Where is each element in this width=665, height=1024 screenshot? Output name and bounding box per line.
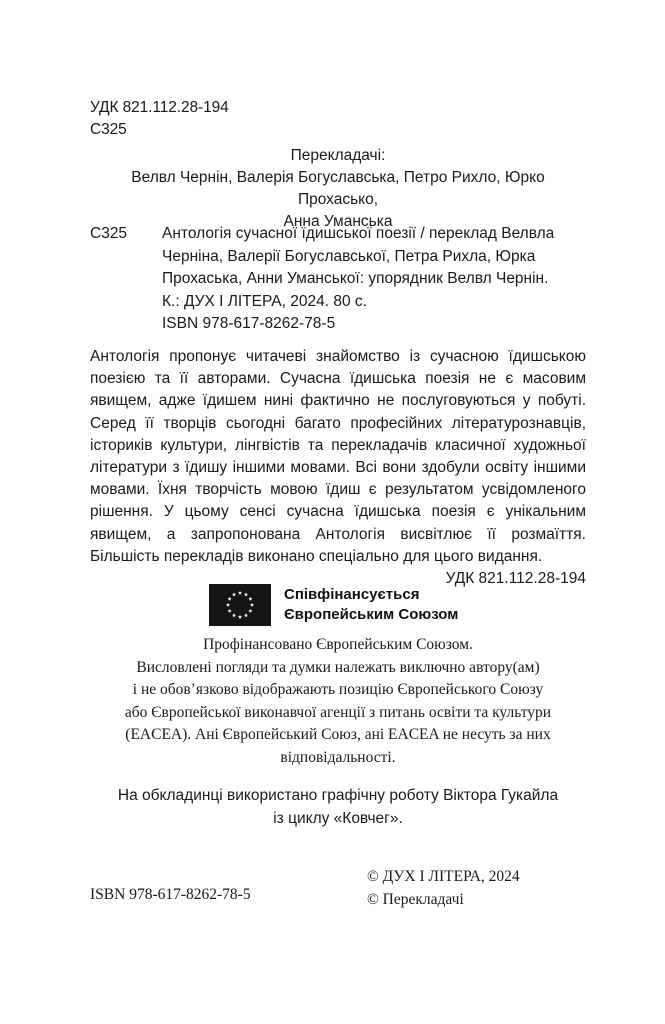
eu-star-icon: [248, 609, 252, 613]
catalog-entry-code: С325: [90, 225, 128, 242]
funding-disclaimer: [80, 634, 596, 769]
copyright-translators: © Перекладачі: [367, 891, 464, 908]
catalog-line: Прохаська, Анни Уманської: упорядник Велвл Чернін.: [162, 270, 549, 288]
disclaimer-line: (EACEA). Ані Європейський Союз, ані EACEA не несуть за них: [125, 726, 551, 743]
udk-header: [90, 97, 229, 141]
eu-star-icon: [248, 597, 252, 601]
eu-star-icon: [244, 613, 248, 617]
catalog-entry: [90, 223, 586, 336]
footer-isbn: ISBN 978-617-8262-78-5: [90, 886, 251, 903]
cover-note-line-1: На обкладинці використано графічну роботу Віктора Гукайла: [117, 787, 559, 804]
disclaimer-line: або Європейської виконавчої агенції з питань освіти та культури: [124, 703, 552, 721]
disclaimer-line: і не обов’язково відображають позицію Європейського Союзу: [132, 681, 544, 698]
eu-star-icon: [238, 615, 242, 619]
eu-star-icon: [226, 603, 230, 607]
eu-star-icon: [228, 609, 232, 613]
eu-stars-icon: [209, 584, 271, 626]
cover-note: [80, 785, 596, 830]
copyright-block: [367, 865, 520, 911]
abstract-text: Антологія пропонує читачеві знайомство із сучасною їдишською поезією та її авторами. Сучасна їдишська поезія не є масовим явищем, адже їдишем нині фактично не послуговуються у побуті. Серед її творців сьогодні багато професійних літературознавців, істориків культури, лінгвістів та перекладачів класичної художньої літератури з їдишу іншими мовами. Всі вони здобули освіту іншими мовами. Їхня творчість мовою їдиш є результатом усвідомленого рішення. У цьому сенсі сучасна їдишська поезія є унікальним явищем, а запропонована Антологія висвітлює її розмаїття. Більшість перекладів виконано спеціально для цього видання.: [90, 348, 586, 565]
eu-star-icon: [238, 591, 242, 595]
disclaimer-line: Профінансовано Європейським Союзом.: [203, 636, 473, 653]
catalog-code: С325: [90, 121, 127, 138]
eu-star-icon: [232, 592, 236, 596]
catalog-line: К.: ДУХ І ЛІТЕРА, 2024. 80 с.: [162, 292, 367, 310]
eu-logo-line-2: Європейським Союзом: [284, 606, 459, 623]
catalog-isbn: ISBN 978-617-8262-78-5: [162, 315, 336, 333]
eu-flag-icon: [209, 584, 271, 626]
cover-note-line-2: із циклу «Ковчег».: [273, 809, 403, 827]
disclaimer-line: Висловлені погляди та думки належать виключно автору(ам): [136, 658, 540, 676]
eu-star-icon: [232, 613, 236, 617]
catalog-entry-body: [162, 223, 586, 336]
eu-star-icon: [250, 603, 254, 607]
catalog-line: Антологія сучасної їдишської поезії / переклад Велвла: [162, 225, 555, 242]
eu-star-icon: [228, 597, 232, 601]
eu-logo-line-1: Співфінансується: [284, 586, 420, 603]
translators-line-2: Анна Уманська: [283, 213, 393, 230]
abstract-block: [90, 346, 586, 590]
abstract-udk: УДК 821.112.28-194: [445, 570, 586, 588]
catalog-line: Черніна, Валерії Богуславської, Петра Рихла, Юрка: [162, 247, 536, 265]
translators-label: Перекладачі:: [290, 147, 386, 164]
translators-block: [90, 145, 586, 233]
translators-line-1: Велвл Чернін, Валерія Богуславська, Петро Рихло, Юрко Прохасько,: [131, 169, 545, 208]
eu-logo-text: [284, 585, 458, 625]
copyright-publisher: © ДУХ І ЛІТЕРА, 2024: [367, 868, 520, 885]
eu-star-icon: [244, 592, 248, 596]
disclaimer-line: відповідальності.: [280, 748, 396, 766]
udk-code: УДК 821.112.28-194: [90, 99, 229, 116]
